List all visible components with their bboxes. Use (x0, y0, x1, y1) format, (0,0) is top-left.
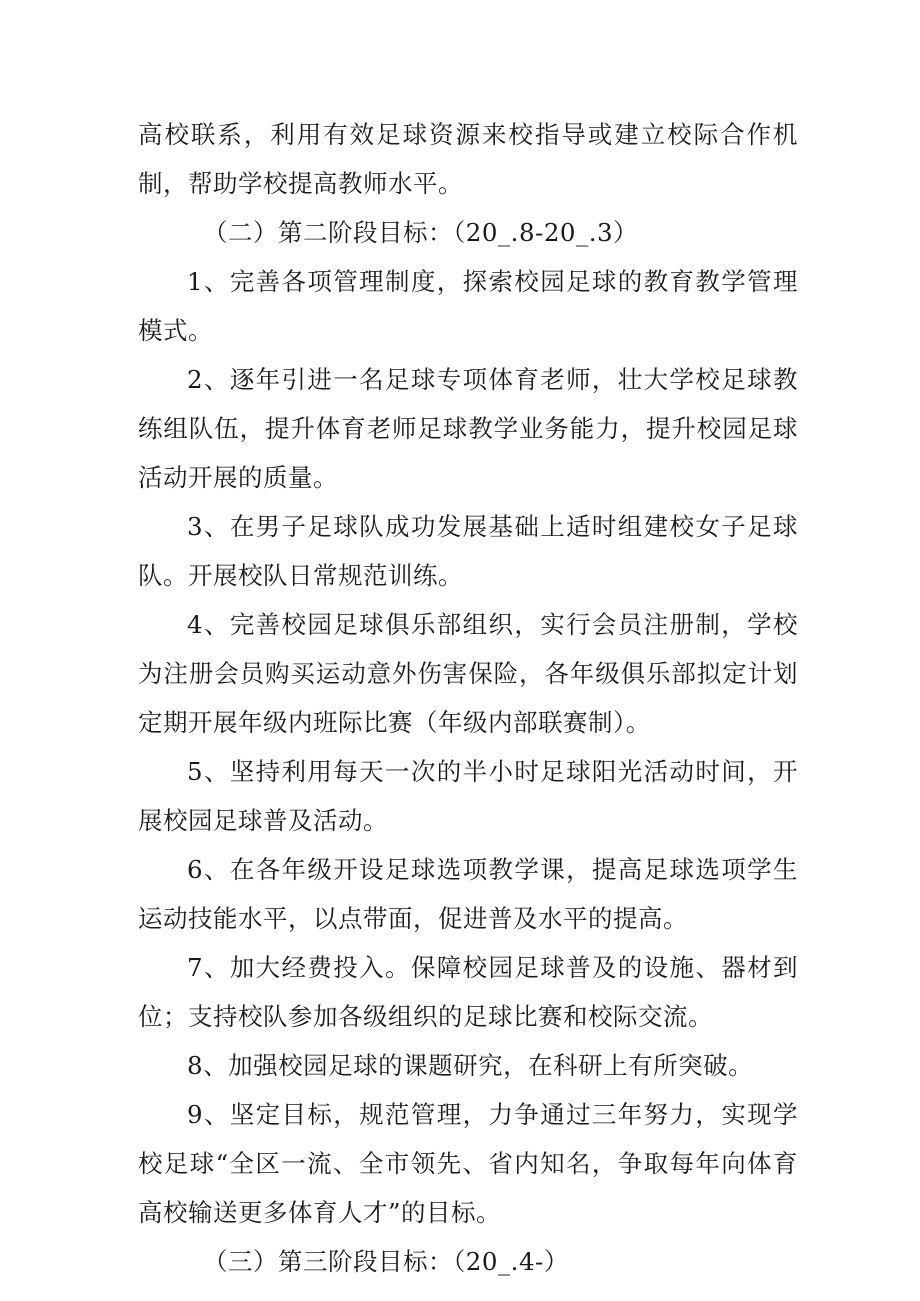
paragraph-continuation: 高校联系，利用有效足球资源来校指导或建立校际合作机制，帮助学校提高教师水平。 (138, 120, 798, 198)
list-item-8: 8、加强校园足球的课题研究，在科研上有所突破。 (187, 1051, 754, 1080)
list-item-4: 4、完善校园足球俱乐部组织，实行会员注册制，学校为注册会员购买运动意外伤害保险，各年级俱乐部拟定计划定期开展年级内班际比赛（年级内部联赛制）。 (138, 610, 798, 737)
list-item-7: 7、加大经费投入。保障校园足球普及的设施、器材到位；支持校队参加各级组织的足球比赛和校际交流。 (138, 953, 798, 1031)
document-body (138, 110, 798, 1286)
list-item-6: 6、在各年级开设足球选项教学课，提高足球选项学生运动技能水平，以点带面，促进普及水平的提高。 (138, 855, 798, 933)
list-item-5: 5、坚持利用每天一次的半小时足球阳光活动时间，开展校园足球普及活动。 (138, 757, 798, 835)
list-item-3: 3、在男子足球队成功发展基础上适时组建校女子足球队。开展校队日常规范训练。 (138, 512, 798, 590)
section-heading-stage-three: （三）第三阶段目标：（20_.4-） (203, 1247, 569, 1276)
section-heading-stage-two: （二）第二阶段目标：（20_.8-20_.3） (203, 218, 639, 247)
list-item-1: 1、完善各项管理制度，探索校园足球的教育教学管理模式。 (138, 267, 798, 345)
list-item-9: 9、坚定目标，规范管理，力争通过三年努力，实现学校足球“全区一流、全市领先、省内知名，争取每年向体育高校输送更多体育人才”的目标。 (138, 1100, 798, 1227)
list-item-2: 2、逐年引进一名足球专项体育老师，壮大学校足球教练组队伍，提升体育老师足球教学业务能力，提升校园足球活动开展的质量。 (138, 365, 798, 492)
